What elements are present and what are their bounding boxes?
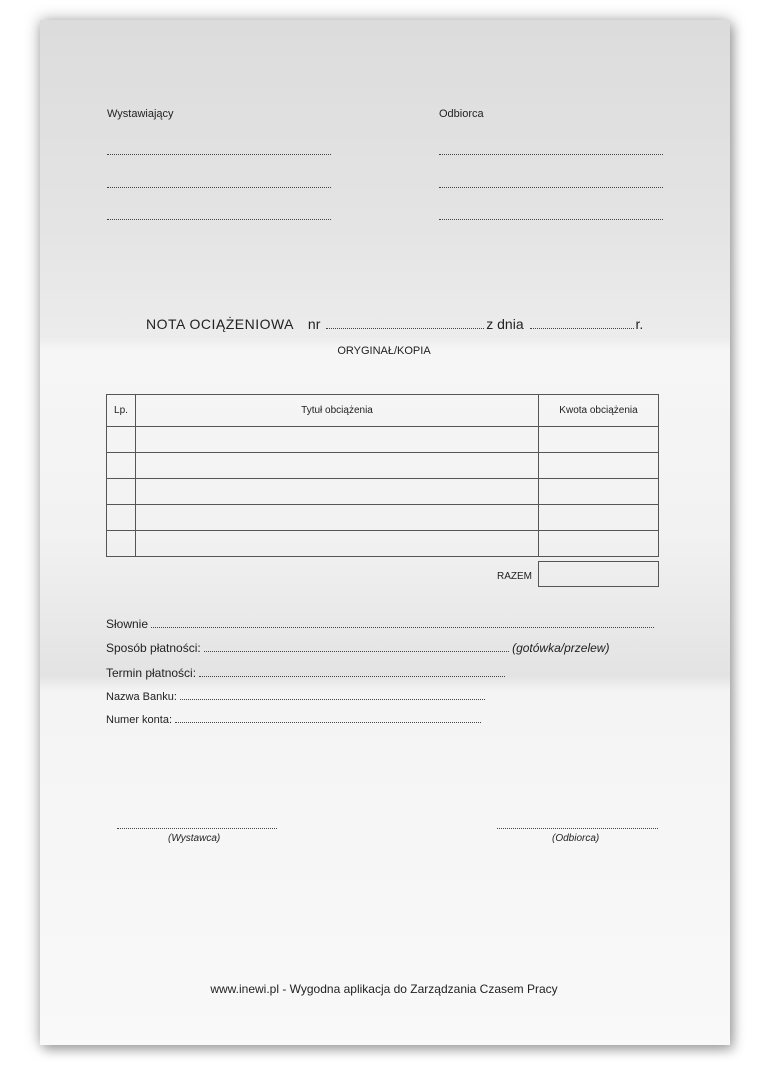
date-label: z dnia xyxy=(486,316,524,332)
table-row xyxy=(107,479,659,505)
issuer-line-1[interactable] xyxy=(107,154,331,155)
table-row xyxy=(107,505,659,531)
bank-name-label: Nazwa Banku: xyxy=(106,691,177,703)
bank-name-row xyxy=(106,691,485,703)
issuer-signature-caption: (Wystawca) xyxy=(168,833,221,844)
payment-method-label: Sposób płatności: xyxy=(106,641,201,655)
payment-term-field[interactable] xyxy=(199,676,505,677)
table-row xyxy=(107,453,659,479)
account-number-field[interactable] xyxy=(175,722,481,723)
cell-lp[interactable] xyxy=(107,479,136,505)
cell-title[interactable] xyxy=(136,531,539,557)
payment-method-row xyxy=(106,641,609,655)
document-title-row xyxy=(146,316,643,332)
payment-term-label: Termin płatności: xyxy=(106,666,197,680)
header-lp: Lp. xyxy=(107,395,136,427)
recipient-line-1[interactable] xyxy=(439,154,663,155)
cell-amount[interactable] xyxy=(539,453,659,479)
recipient-label: Odbiorca xyxy=(439,108,484,120)
cell-title[interactable] xyxy=(136,479,539,505)
recipient-line-2[interactable] xyxy=(439,187,663,188)
issuer-line-3[interactable] xyxy=(107,219,331,220)
recipient-signature-line[interactable] xyxy=(497,828,658,829)
cell-amount[interactable] xyxy=(539,531,659,557)
issuer-label: Wystawiający xyxy=(107,108,174,120)
year-suffix: r. xyxy=(635,316,644,332)
cell-title[interactable] xyxy=(136,505,539,531)
issuer-line-2[interactable] xyxy=(107,187,331,188)
recipient-signature-caption: (Odbiorca) xyxy=(552,833,600,844)
header-title: Tytuł obciążenia xyxy=(136,395,539,427)
account-number-label: Numer konta: xyxy=(106,714,173,726)
cell-lp[interactable] xyxy=(107,427,136,453)
amount-in-words-field[interactable] xyxy=(151,627,654,628)
original-copy-label: ORYGINAŁ/KOPIA xyxy=(337,345,431,357)
total-label: RAZEM xyxy=(497,571,532,582)
cell-title[interactable] xyxy=(136,453,539,479)
cell-lp[interactable] xyxy=(107,505,136,531)
number-field[interactable] xyxy=(326,328,484,329)
cell-amount[interactable] xyxy=(539,505,659,531)
cell-amount[interactable] xyxy=(539,427,659,453)
header-amount: Kwota obciążenia xyxy=(539,395,659,427)
total-amount-cell[interactable] xyxy=(538,561,659,587)
footer-text: www.inewi.pl - Wygodna aplikacja do Zarządzania Czasem Pracy xyxy=(210,982,558,996)
date-field[interactable] xyxy=(530,328,634,329)
cell-lp[interactable] xyxy=(107,531,136,557)
nr-label: nr xyxy=(307,316,321,332)
charges-table xyxy=(106,394,659,557)
document-title: NOTA OCIĄŻENIOWA xyxy=(146,316,295,332)
amount-in-words-row xyxy=(106,617,654,631)
amount-in-words-label: Słownie xyxy=(106,617,149,631)
payment-method-field[interactable] xyxy=(204,651,509,652)
cell-amount[interactable] xyxy=(539,479,659,505)
table-header-row xyxy=(107,395,659,427)
cell-title[interactable] xyxy=(136,427,539,453)
payment-method-hint: (gotówka/przelew) xyxy=(512,641,610,655)
account-number-row xyxy=(106,714,481,726)
table-row xyxy=(107,427,659,453)
bank-name-field[interactable] xyxy=(180,699,485,700)
issuer-signature-line[interactable] xyxy=(117,828,277,829)
payment-term-row xyxy=(106,666,505,680)
table-row xyxy=(107,531,659,557)
recipient-line-3[interactable] xyxy=(439,219,663,220)
cell-lp[interactable] xyxy=(107,453,136,479)
